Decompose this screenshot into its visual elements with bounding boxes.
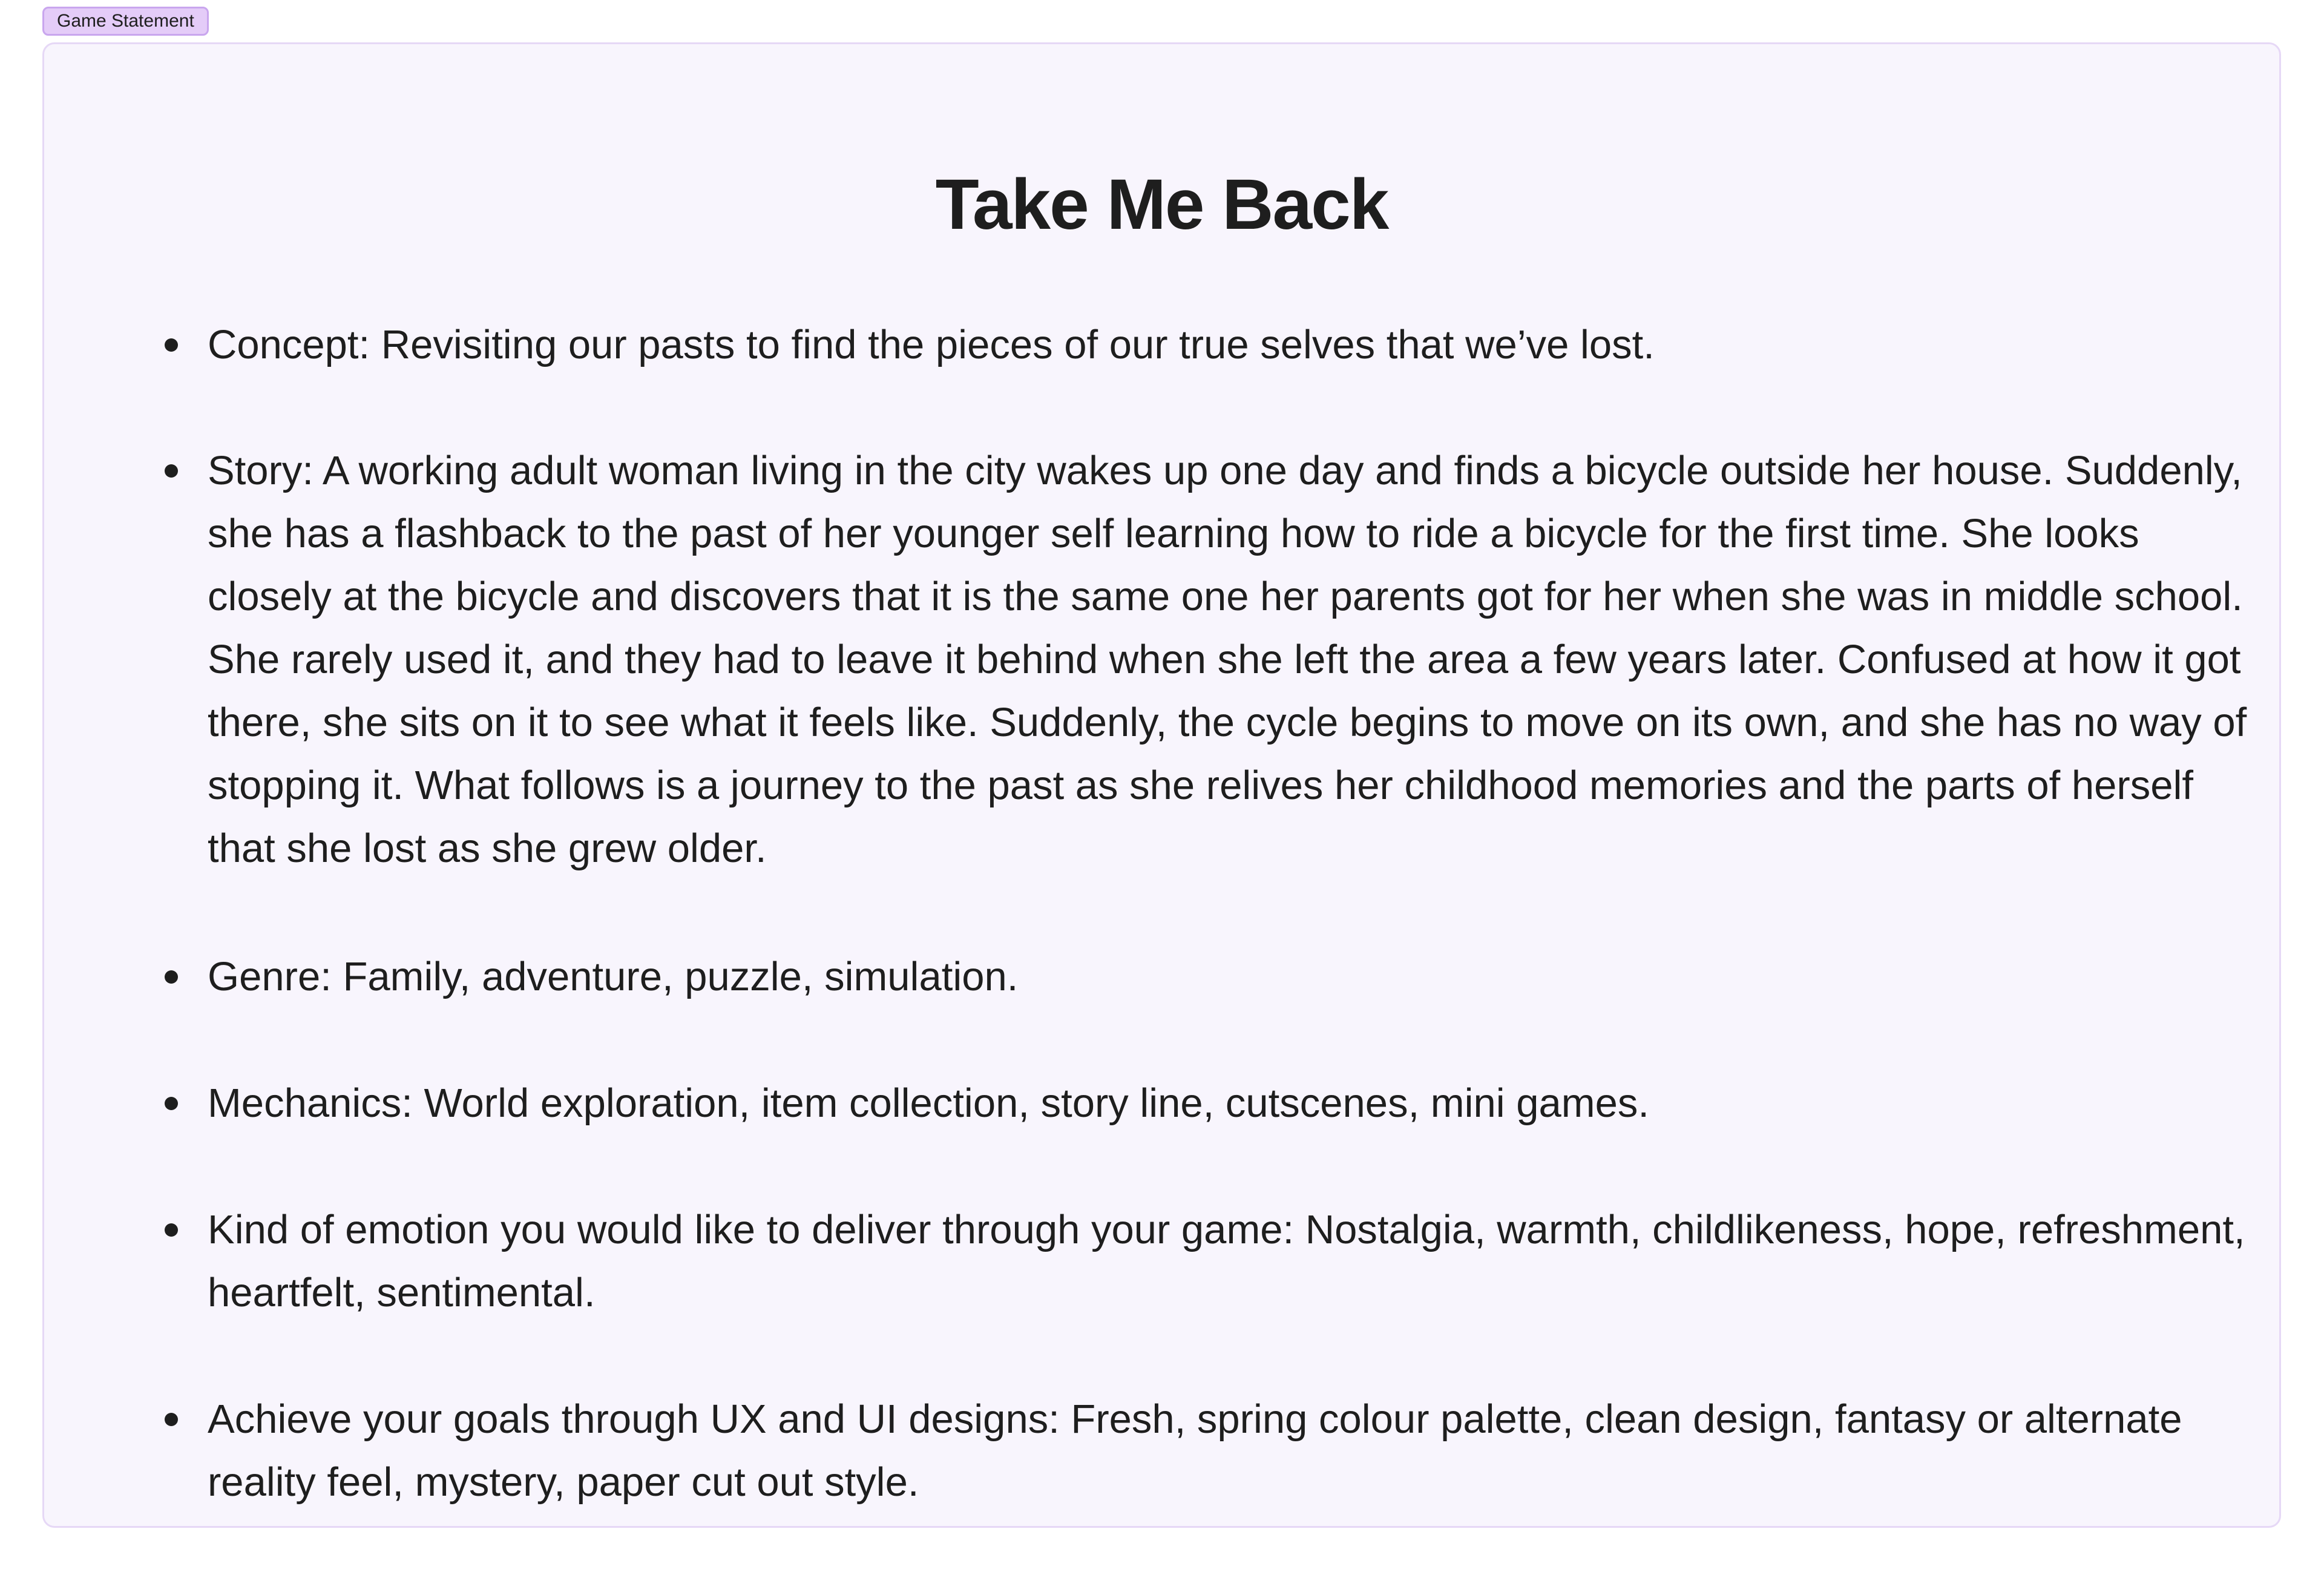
game-statement-card — [42, 42, 2281, 1528]
bullet-icon — [165, 338, 178, 352]
statement-list — [44, 44, 2279, 1526]
list-item-emotion — [208, 1199, 2259, 1324]
list-item-mechanics — [208, 1072, 2259, 1135]
list-item-text: Concept: Revisiting our pasts to find the pieces of our true selves that we’ve lost. — [208, 322, 1655, 367]
bullet-icon — [165, 1413, 178, 1426]
bullet-icon — [165, 464, 178, 478]
bullet-icon — [165, 1097, 178, 1110]
frame-label[interactable]: Game Statement — [42, 7, 209, 36]
list-item-text: Genre: Family, adventure, puzzle, simulation. — [208, 954, 1019, 999]
list-item-text: Story: A working adult woman living in the city wakes up one day and finds a bicycle outside her house. Suddenly, she has a flashback to the past of her younger self learning how to ride a bicycle for the first time. She looks closely at the bicycle and discovers that it is the same one her parents got for her when she was in middle school. She rarely used it, and they had to leave it behind when she left the area a few years later. Confused at how it got there, she sits on it to see what it feels like. Suddenly, the cycle begins to move on its own, and she has no way of stopping it. What follows is a journey to the past as she relives her childhood memories and the parts of herself that she lost as she grew older. — [208, 448, 2247, 871]
bullet-icon — [165, 970, 178, 984]
list-item-story — [208, 439, 2259, 880]
list-item-concept — [208, 314, 2259, 377]
list-item-text: Kind of emotion you would like to deliver through your game: Nostalgia, warmth, childlikeness, hope, refreshment, heartfelt, sentimental. — [208, 1207, 2245, 1315]
list-item-text: Mechanics: World exploration, item collection, story line, cutscenes, mini games. — [208, 1080, 1649, 1126]
list-item-text: Achieve your goals through UX and UI designs: Fresh, spring colour palette, clean design, fantasy or alternate reality feel, mystery, paper cut out style. — [208, 1396, 2182, 1505]
bullet-icon — [165, 1223, 178, 1237]
list-item-genre — [208, 946, 2259, 1008]
list-item-ux-ui — [208, 1388, 2259, 1514]
page-title: Take Me Back — [935, 165, 1388, 245]
